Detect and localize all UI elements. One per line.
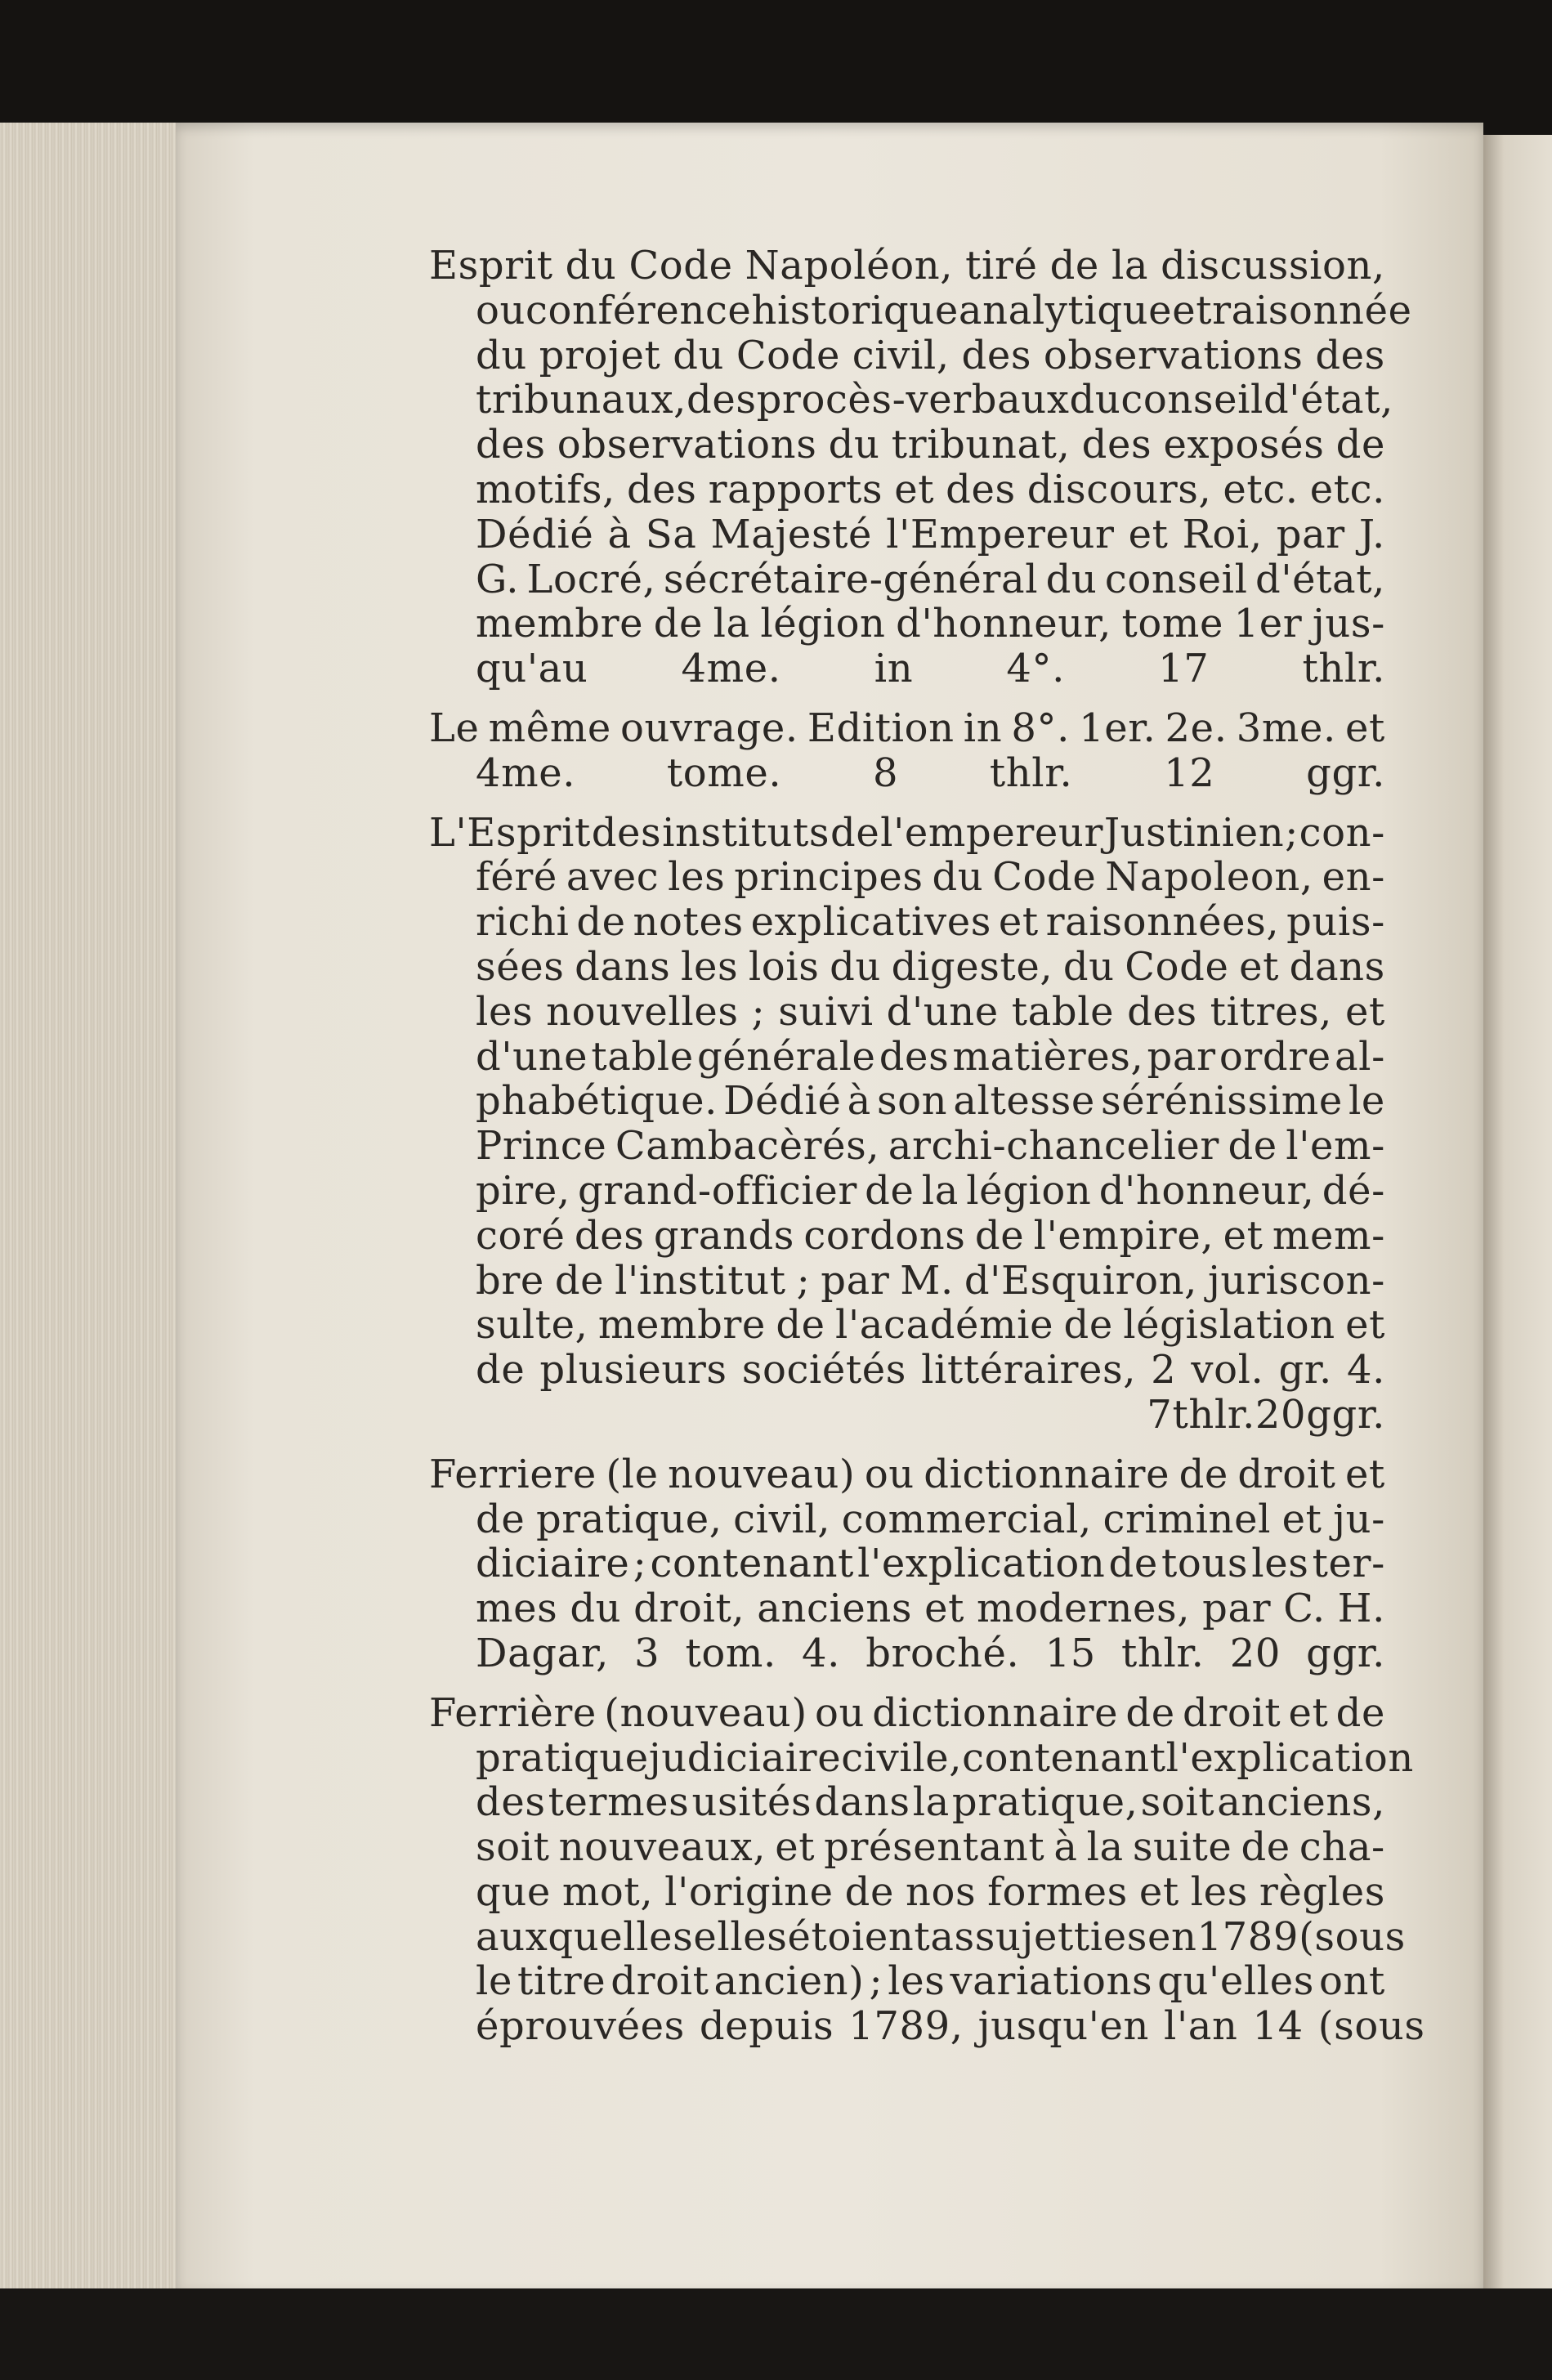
entry-text-line: motifs, des rapports et des discours, etc. etc.	[476, 466, 1385, 512]
entry-spacer	[429, 1438, 1385, 1452]
entry-text-line: soit nouveaux, et présentant à la suite de cha-	[476, 1824, 1385, 1871]
catalog-entry	[429, 706, 1385, 796]
entry-text-line: phabétique. Dédié à son altesse sérénissime le	[476, 1078, 1385, 1125]
entry-text-line: 4me. tome. 8 thlr. 12 ggr.	[476, 749, 1385, 796]
entry-text-line: que mot, l'origine de nos formes et les règles	[476, 1868, 1385, 1915]
entry-heading-line: L'Esprit des instituts de l'empereur Justinien ; con-	[429, 809, 1385, 856]
entry-text-line: membre de la légion d'honneur, tome 1er jus-	[476, 601, 1385, 647]
entry-heading-line: Esprit du Code Napoléon, tiré de la discussion,	[429, 243, 1385, 289]
catalog-entry	[429, 1452, 1385, 1676]
entry-text-line: de plusieurs sociétés littéraires, 2 vol. gr. 4.	[476, 1347, 1385, 1394]
entry-text-line: auxquelles elles étoient assujetties en 1789 (sous	[476, 1913, 1406, 1960]
entry-text-line: tribunaux, des procès-verbaux du conseil d'état,	[476, 377, 1393, 423]
catalog-entry	[429, 811, 1385, 1438]
entry-text-line: G. Locré, sécrétaire-général du conseil d'état,	[476, 556, 1385, 602]
entry-spacer	[429, 1676, 1385, 1691]
catalog-entry	[429, 1689, 1425, 2050]
page-edges	[0, 123, 177, 2321]
entry-text-line: Dagar, 3 tom. 4. broché. 15 thlr. 20 ggr.	[476, 1630, 1385, 1676]
entry-text-line: mes du droit, anciens et modernes, par C. H.	[476, 1586, 1385, 1632]
entry-text-line: des observations du tribunat, des exposés de	[476, 422, 1385, 468]
entry-heading-line: Ferriere (le nouveau) ou dictionnaire de droit et	[429, 1451, 1385, 1497]
entry-heading-line: Ferrière (nouveau) ou dictionnaire de droit et de	[429, 1689, 1385, 1736]
entry-text-line: Dédié à Sa Majesté l'Empereur et Roi, par J.	[476, 511, 1385, 557]
entry-text-line: d'une table générale des matières, par ordre al-	[476, 1033, 1385, 1080]
entry-text-line: des termes usités dans la pratique, soit anciens,	[476, 1779, 1385, 1826]
facing-page-edge	[1483, 135, 1552, 2293]
entry-text-line: 7 thlr. 20 ggr.	[1147, 1391, 1385, 1438]
entry-spacer	[429, 691, 1385, 706]
entry-text-line: sées dans les lois du digeste, du Code et dans	[476, 943, 1385, 990]
entry-text-line: qu'au 4me. in 4°. 17 thlr.	[476, 646, 1385, 692]
entry-text-line: coré des grands cordons de l'empire, et mem-	[476, 1212, 1385, 1259]
entry-text-line: du projet du Code civil, des observations des	[476, 332, 1385, 378]
entry-text-line: éprouvées depuis 1789, jusqu'en l'an 14 (sous	[476, 2003, 1425, 2050]
entry-text-line: bre de l'institut ; par M. d'Esquiron, juriscon-	[476, 1257, 1385, 1304]
entry-text-line: sulte, membre de l'académie de législation et	[476, 1302, 1385, 1349]
catalog-entry	[429, 243, 1412, 692]
entry-text-line: diciaire ; contenant l'explication de tous les ter-	[476, 1541, 1385, 1587]
entry-text-line: pratique judiciaire civile, contenant l'explication	[476, 1734, 1414, 1781]
entry-text-line: Prince Cambacèrés, archi-chancelier de l'em-	[476, 1123, 1385, 1170]
entry-heading-line: Le même ouvrage. Edition in 8°. 1er. 2e. 3me. et	[429, 705, 1385, 751]
entry-text-line: ou conférence historique analytique et raisonnée	[476, 287, 1412, 333]
entry-text-line: le titre droit ancien) ; les variations qu'elles ont	[476, 1958, 1385, 2005]
entry-text-line: les nouvelles ; suivi d'une table des titres, et	[476, 988, 1385, 1035]
entry-text-line: féré avec les principes du Code Napoleon, en-	[476, 854, 1385, 901]
entry-text-line: de pratique, civil, commercial, criminel et ju-	[476, 1496, 1385, 1542]
entry-text-line: richi de notes explicatives et raisonnées, puis-	[476, 899, 1385, 946]
background	[0, 2288, 1552, 2380]
catalog-text	[429, 243, 1425, 2050]
entry-text-line: pire, grand-officier de la légion d'honneur, dé-	[476, 1167, 1385, 1214]
entry-spacer	[429, 796, 1385, 811]
